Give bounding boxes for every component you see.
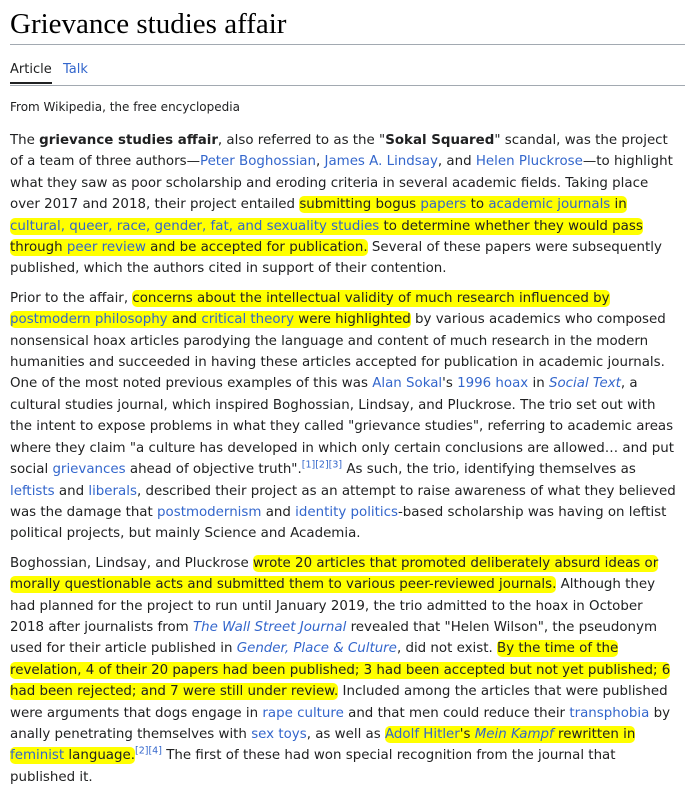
text: , did not exist. (396, 641, 498, 657)
paragraph-background (10, 288, 685, 545)
text: —to highlight what they saw as poor scholarship and eroding criteria in several academic fields. Taking place over 2017 and 2018, their project entailed (10, 154, 673, 213)
text: concerns about the intellectual validity of much research influenced by (132, 290, 610, 306)
page-title: Grievance studies affair (10, 0, 685, 45)
tab-talk[interactable]: Talk (63, 62, 88, 77)
text: and (261, 504, 296, 520)
paragraph-hoax (10, 553, 685, 788)
link-adolf-hitler[interactable]: Adolf Hitler (384, 726, 460, 742)
text: Although they had planned for the project to run until January 2019, the trio admitted to the hoax in October 2018 after journalists from (10, 577, 656, 635)
text: to (466, 197, 489, 213)
link-transphobia[interactable]: transphobia (569, 705, 650, 721)
text: Included among the articles that were published were arguments that dogs engage in (10, 684, 668, 721)
text: and that men could reduce their (343, 705, 570, 721)
highlight: By the time of the revelation, 4 of their 20 papers had been published; 3 had been accepted but not yet published; 6 had been rejected; and 7 were still under review. (10, 641, 671, 700)
link-liberals[interactable]: liberals (88, 483, 137, 499)
link-1996-hoax[interactable]: 1996 hoax (457, 376, 529, 392)
link-mein-kampf[interactable]: Mein Kampf (474, 726, 554, 742)
text: " scandal, was the project of a team of three authors— (10, 133, 668, 170)
text: , described their project as an attempt to raise awareness of what they believed was the damage that (10, 483, 676, 520)
link-wall-street-journal[interactable]: The Wall Street Journal (192, 619, 347, 635)
text: , and (437, 154, 476, 170)
link-sex-toys[interactable]: sex toys (251, 726, 307, 742)
link-cultural-studies[interactable]: cultural, queer, race, gender, fat, and sexuality studies (10, 218, 380, 234)
text: -based scholarship was having on leftist political projects, but mainly Science and Academia. (10, 504, 667, 542)
text: and (167, 312, 202, 328)
text: submitting bogus (299, 197, 421, 213)
link-postmodernism[interactable]: postmodernism (157, 504, 262, 520)
link-academic-journals[interactable]: academic journals (488, 197, 611, 213)
text: , as well as (306, 726, 385, 742)
tab-article[interactable]: Article (10, 62, 52, 84)
text: in (528, 376, 549, 392)
text: As such, the trio, identifying themselves as (342, 462, 636, 478)
text: by anally penetrating themselves with (10, 705, 671, 742)
reference-marks (135, 746, 162, 757)
text: , also referred to as the " (217, 133, 386, 148)
text: Several of these papers were subsequently published, which the authors cited in support of their contention. (10, 240, 662, 277)
page-tabs (10, 45, 685, 86)
text: 's (459, 726, 475, 742)
link-grievances[interactable]: grievances (52, 462, 126, 478)
text: rewritten in (553, 726, 636, 742)
link-helen-pluckrose[interactable]: Helen Pluckrose (475, 154, 583, 170)
text: Boghossian, Lindsay, and Pluckrose (10, 555, 253, 571)
link-alan-sokal[interactable]: Alan Sokal (372, 376, 443, 392)
reference-link[interactable]: [2][4] (135, 745, 162, 757)
tagline: From Wikipedia, the free encyclopedia (10, 100, 240, 114)
link-identity-politics[interactable]: identity politics (295, 504, 398, 520)
bold-term: grievance studies affair (39, 133, 218, 148)
text: to determine whether they would pass through (10, 218, 643, 256)
link-gender-place-culture[interactable]: Gender, Place & Culture (236, 641, 397, 657)
link-rape-culture[interactable]: rape culture (262, 705, 344, 721)
text: The (10, 133, 40, 148)
text: in (610, 197, 627, 213)
link-peer-review[interactable]: peer review (66, 240, 146, 256)
paragraph-intro (10, 130, 685, 280)
link-social-text[interactable]: Social Text (548, 376, 621, 392)
text: by various academics who composed nonsensical hoax articles parodying the language and content of much research in the modern humanities and succeeded in having these articles accepted for publication in academic journals. One of the most noted previous examples of this was (10, 312, 666, 392)
text: Prior to the affair, (10, 290, 133, 306)
reference-link[interactable]: [1][2][3] (301, 459, 343, 471)
link-peter-boghossian[interactable]: Peter Boghossian (199, 154, 316, 170)
text: , a cultural studies journal, which inspired Boghossian, Lindsay, and Pluckrose. The trio set out with the intent to expose problems in what they called "grievance studies", referring to academic areas where they claim "a culture has developed in which only certain conclusions are allowed… and put social (10, 376, 675, 478)
text: ahead of objective truth". (125, 462, 302, 478)
text: The first of these had won special recognition from the journal that published it. (10, 748, 616, 785)
text: language. (64, 748, 136, 764)
highlight: wrote 20 articles that promoted deliberately absurd ideas or morally questionable acts and submitted them to various peer-reviewed journals. (10, 555, 659, 593)
link-feminist[interactable]: feminist (10, 748, 65, 764)
text: revealed that "Helen Wilson", the pseudonym used for their article published in (10, 619, 658, 657)
reference-marks (302, 460, 342, 471)
text: and (54, 483, 89, 499)
link-papers[interactable]: papers (420, 197, 467, 213)
text: 's (442, 376, 458, 392)
link-leftists[interactable]: leftists (10, 483, 55, 499)
text: and be accepted for publication. (145, 240, 368, 256)
link-critical-theory[interactable]: critical theory (201, 312, 295, 328)
link-james-lindsay[interactable]: James A. Lindsay (324, 154, 438, 170)
text: , (315, 154, 325, 170)
link-postmodern-philosophy[interactable]: postmodern philosophy (10, 312, 168, 328)
text: were highlighted (294, 312, 411, 328)
bold-term: Sokal Squared (385, 133, 495, 148)
